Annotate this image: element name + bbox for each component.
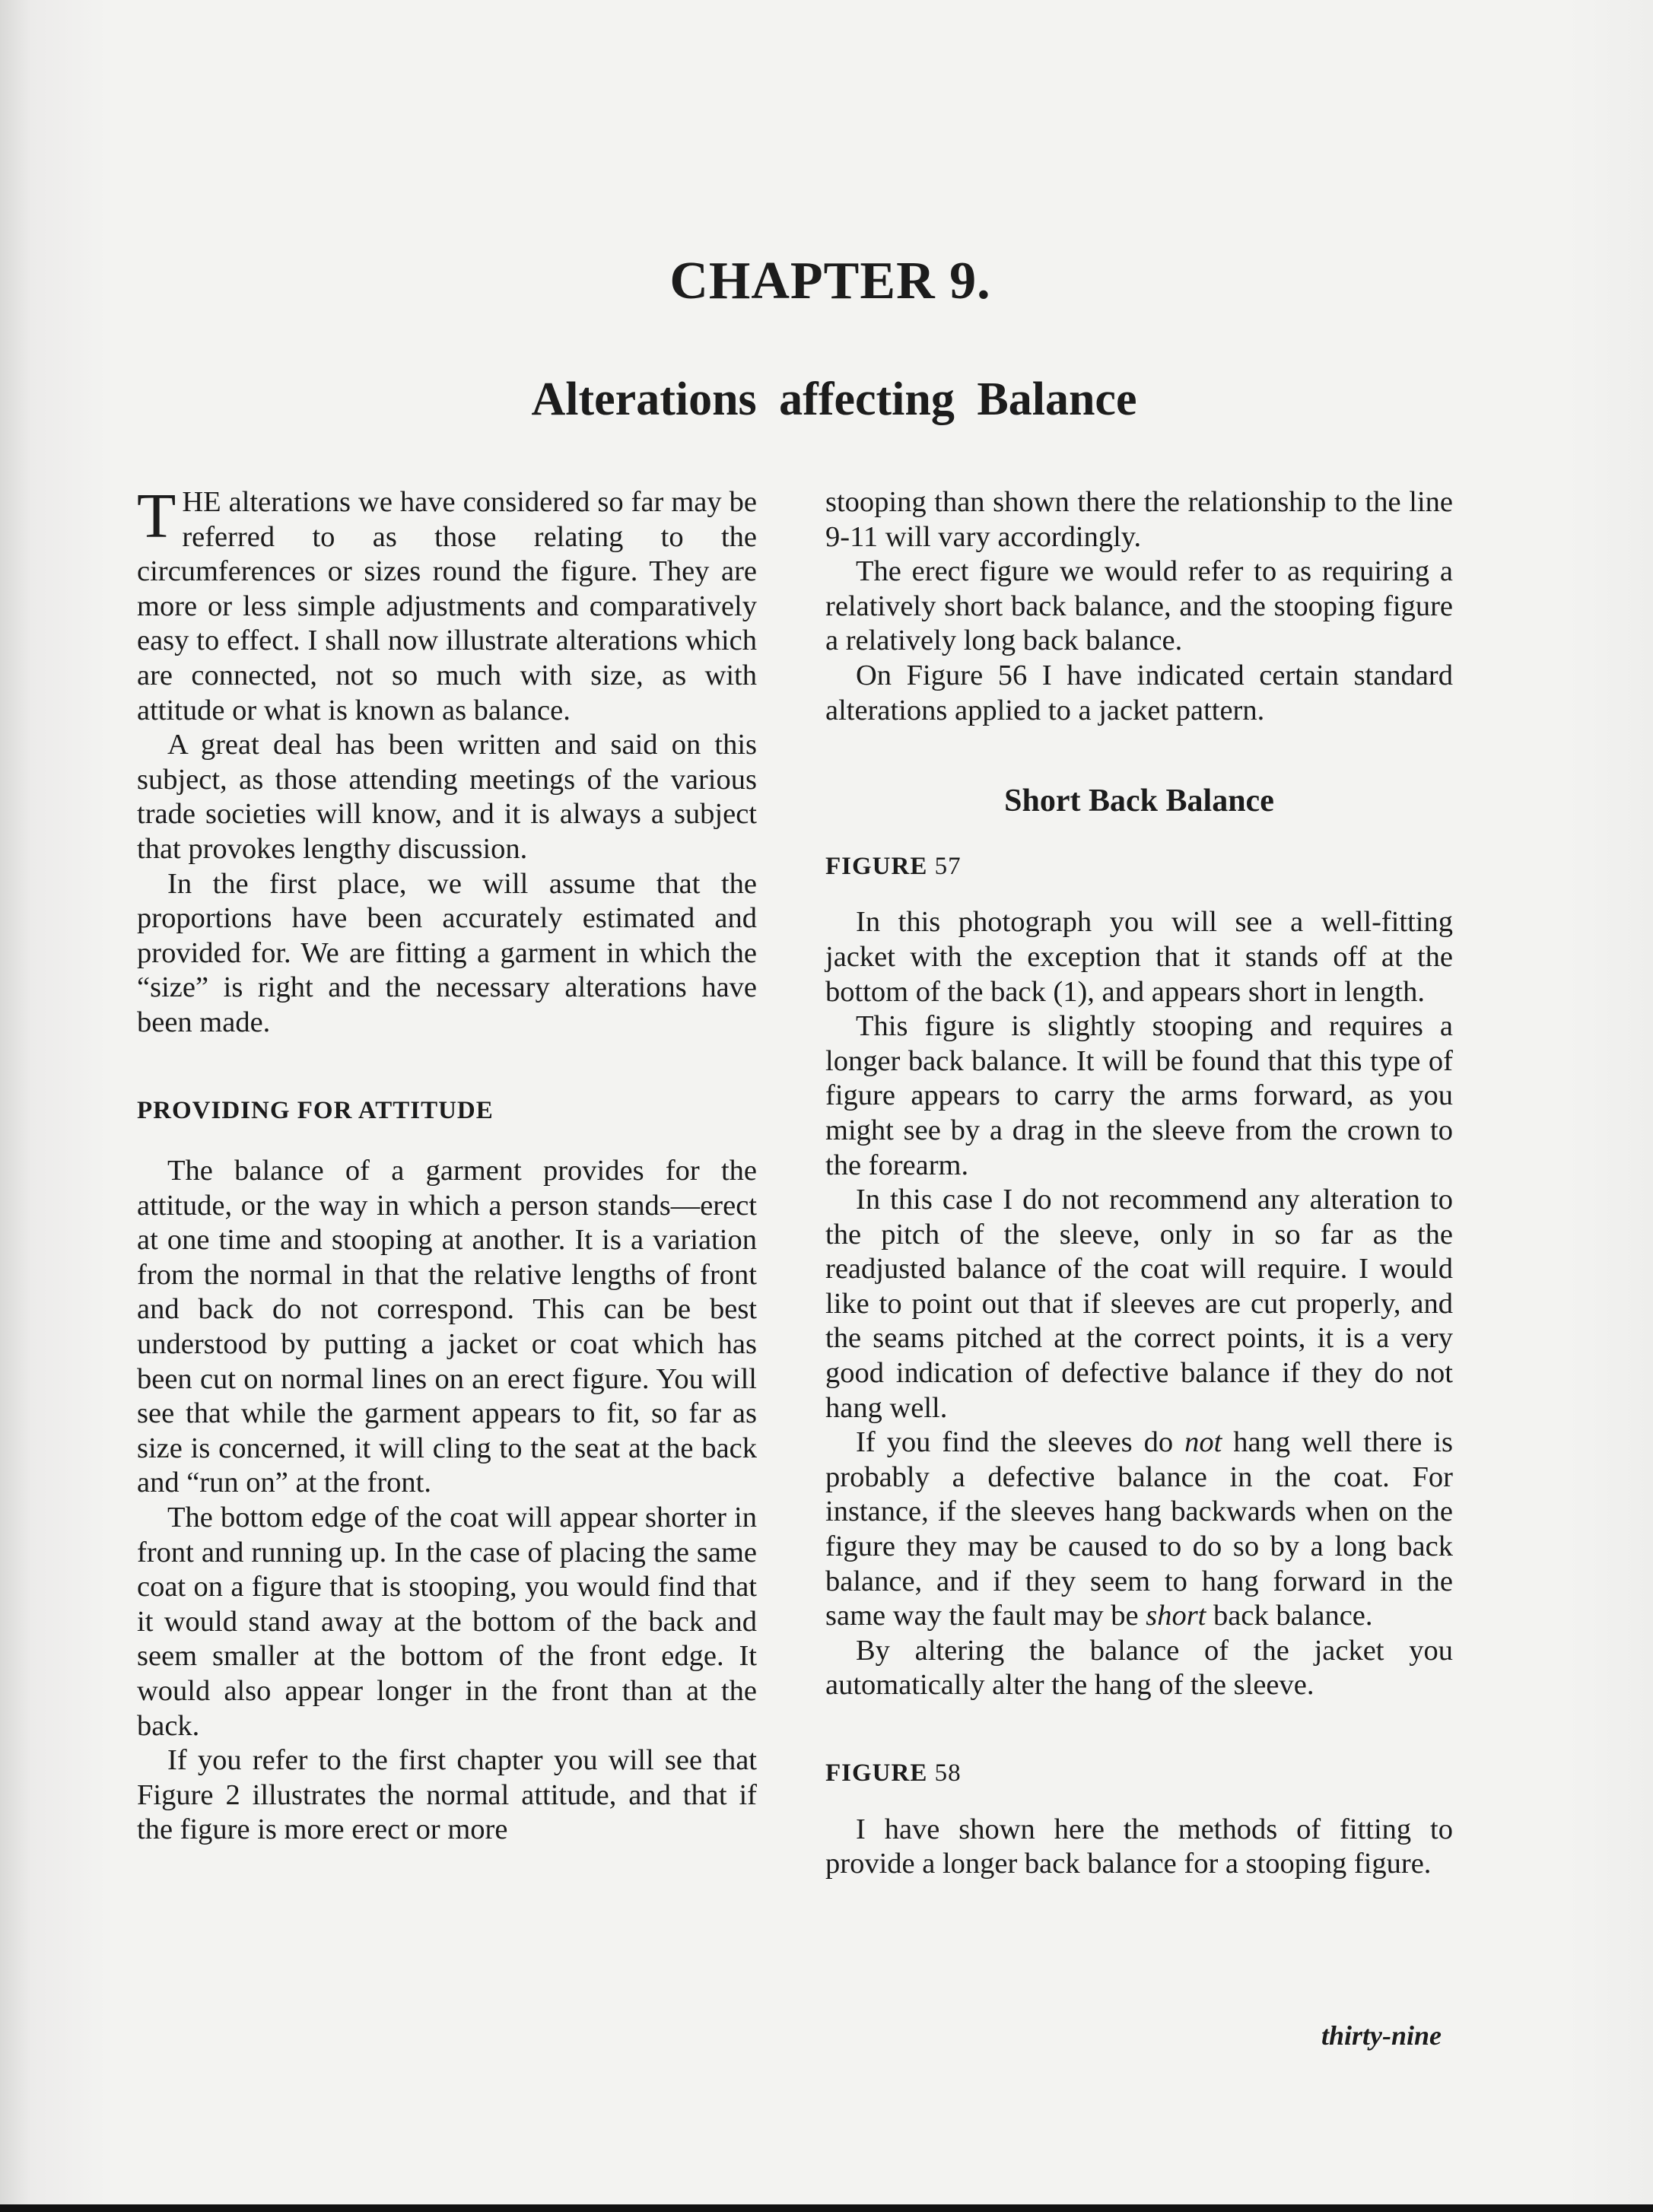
section-heading: Short Back Balance — [1004, 783, 1274, 819]
page-number: thirty-nine — [1321, 2020, 1442, 2051]
paragraph: In this photograph you will see a well-fitting jacket with the exception that it stands off at the bottom of the back (1), and appears short in length. — [825, 906, 1453, 1008]
paragraph: The erect figure we would refer to as requiring a relatively short back balance, and the stooping figure a relatively long back balance. — [825, 555, 1453, 657]
paragraph: If you refer to the first chapter you will see that Figure 2 illustrates the normal attitude, and that if the figure is more erect or more — [137, 1744, 757, 1846]
left-column — [137, 481, 757, 1848]
right-column — [825, 485, 1453, 1882]
chapter-title: Alterations affecting Balance — [531, 373, 1137, 425]
emphasis: not — [1184, 1426, 1222, 1459]
paragraph-text: back balance. — [1206, 1600, 1373, 1632]
page-edge — [0, 2204, 1653, 2212]
paragraph: In the first place, we will assume that the proportions have been accurately estimated and provided for. We are fitting a garment in which the “size” is right and the necessary alterations have been made. — [137, 867, 757, 1038]
figure-number: 58 — [934, 1759, 962, 1787]
paragraph: By altering the balance of the jacket you automatically alter the hang of the sleeve. — [825, 1634, 1453, 1702]
paragraph — [137, 481, 757, 728]
drop-cap: T — [137, 481, 176, 551]
figure-heading — [825, 850, 1453, 885]
chapter-number: CHAPTER 9. — [669, 252, 991, 310]
paragraph: This figure is slightly stooping and requires a longer back balance. It will be found that this type of figure appears to carry the arms forward, as you might see by a drag in the sleeve from the crown to the forearm. — [825, 1010, 1453, 1181]
figure-label: FIGURE — [825, 1759, 928, 1787]
paragraph: In this case I do not recommend any alteration to the pitch of the sleeve, only in so far as the readjusted balance of the coat will require. I would like to point out that if sleeves are cut properly, and the seams pitched at the correct points, it is a very good indication of defective balance if they do not hang well. — [825, 1184, 1453, 1424]
paragraph: A great deal has been written and said on this subject, as those attending meetings of the various trade societies will know, and it is always a subject that provokes lengthy discussion. — [137, 729, 757, 865]
paragraph: On Figure 56 I have indicated certain standard alterations applied to a jacket pattern. — [825, 659, 1453, 726]
figure-number: 57 — [934, 852, 962, 880]
paragraph: The balance of a garment provides for the attitude, or the way in which a person stands—erect at one time and stooping at another. It is a variation from the normal in that the relative lengths of front and back do not correspond. This can be best understood by putting a jacket or coat which has been cut on normal lines on an erect figure. You will see that while the garment appears to fit, so far as size is concerned, it will cling to the seat at the back and “run on” at the front. — [137, 1155, 757, 1499]
emphasis: short — [1146, 1600, 1206, 1632]
paragraph-text: hang well there is probably a defective balance in the coat. For instance, if the sleeves hang backwards when on the figure they may be caused to do so by a long back balance, and if they seem to hang forward in the same way the fault may be — [825, 1426, 1453, 1632]
paragraph — [825, 1425, 1453, 1634]
paragraph-text: HE alterations we have considered so far may be referred to as those relating to the circumferences or sizes round the figure. They are more or less simple adjustments and comparatively easy to effect. I shall now illustrate alterations which are connected, not so much with size, as with attitude or what is known as balance. — [137, 486, 757, 726]
paragraph-text: If you find the sleeves do — [856, 1426, 1185, 1459]
figure-label: FIGURE — [825, 852, 928, 880]
figure-heading — [825, 1756, 1453, 1791]
paragraph: The bottom edge of the coat will appear shorter in front and running up. In the case of placing the same coat on a figure that is stooping, you would find that it would stand away at the bottom of the back and seem smaller at the bottom of the front edge. It would also appear longer in the front than at the back. — [137, 1502, 757, 1742]
paragraph: I have shown here the methods of fitting to provide a longer back balance for a stooping figure. — [825, 1813, 1453, 1880]
paragraph: stooping than shown there the relationship to the line 9-11 will vary accordingly. — [825, 486, 1453, 553]
section-heading: PROVIDING FOR ATTITUDE — [137, 1096, 494, 1124]
